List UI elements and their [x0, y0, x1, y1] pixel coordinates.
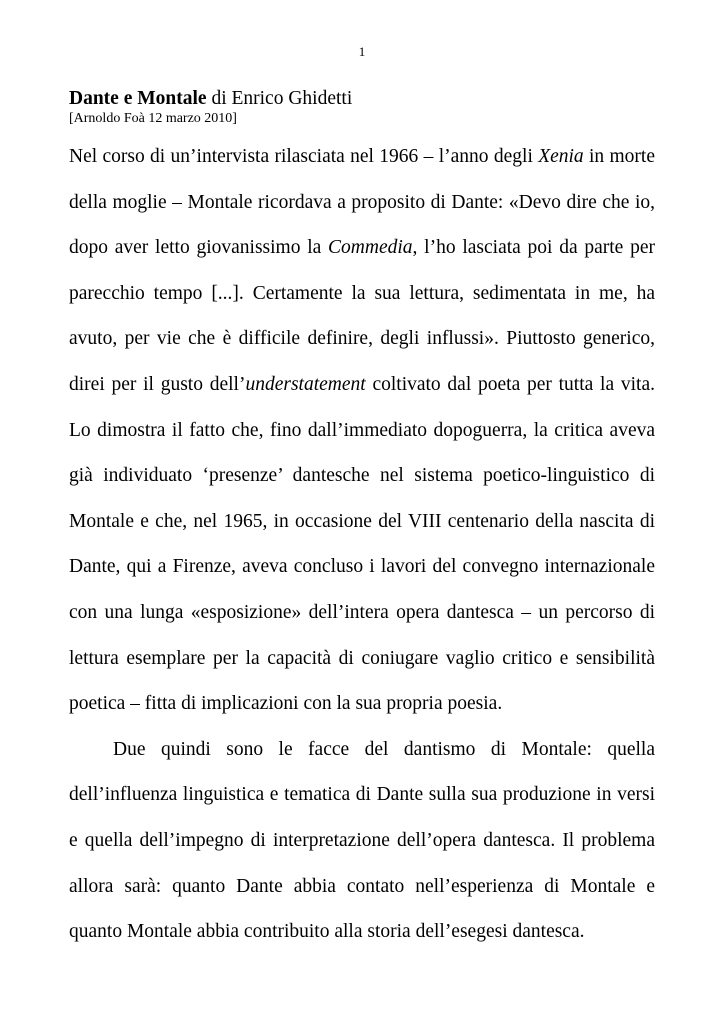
text-line [69, 362, 655, 408]
text-line [69, 225, 655, 271]
text-run: Montale e che, nel 1965, in occasione del VIII centenario della nascita di [69, 510, 655, 532]
title-author: di Enrico Ghidetti [206, 88, 353, 109]
text-run: parecchio tempo [...]. Certamente la sua lettura, sedimentata in me, ha [69, 282, 655, 304]
text-line [69, 772, 655, 818]
document-title [69, 88, 669, 110]
text-run: quanto Montale abbia contribuito alla storia dell’esegesi dantesca. [69, 921, 585, 943]
italic-title: understatement [245, 373, 366, 395]
text-run: in morte [583, 146, 656, 167]
text-run: direi per il gusto dell’ [69, 373, 246, 395]
text-run: coltivato dal poeta per tutta la vita. [365, 373, 655, 395]
text-line [69, 636, 655, 682]
text-run: dell’influenza linguistica e tematica di Dante sulla sua produzione in versi [69, 784, 655, 806]
text-run: poetica – fitta di implicazioni con la sua propria poesia. [69, 693, 503, 715]
text-line [69, 590, 655, 636]
text-run: Nel corso di un’intervista rilasciata nel 1966 – l’anno degli [69, 146, 539, 167]
text-run: Lo dimostra il fatto che, fino dall’immediato dopoguerra, la critica aveva [69, 419, 655, 441]
text-run: Due quindi sono le facce del dantismo di Montale: quella [113, 738, 655, 760]
text-line [69, 180, 655, 226]
text-run: , l’ho lasciata poi da parte per [412, 237, 655, 259]
text-line [69, 453, 655, 499]
text-line [69, 499, 655, 545]
text-run: già individuato ‘presenze’ dantesche nel sistema poetico-linguistico di [69, 465, 655, 487]
text-line [69, 408, 655, 454]
text-run: della moglie – Montale ricordava a proposito di Dante: «Devo dire che io, [69, 191, 655, 213]
text-line [69, 316, 655, 362]
page-number: 1 [358, 44, 366, 59]
text-line [69, 134, 655, 180]
text-run: con una lunga «esposizione» dell’intera opera dantesca – un percorso di [69, 601, 655, 623]
body-text [69, 134, 655, 955]
text-run: e quella dell’impegno di interpretazione dell’opera dantesca. Il problema [69, 829, 655, 851]
title-bold: Dante e Montale [69, 88, 207, 109]
text-run: lettura esemplare per la capacità di coniugare vaglio critico e sensibilità [69, 647, 655, 669]
text-line [69, 271, 655, 317]
text-line [69, 909, 655, 955]
text-run: Dante, qui a Firenze, aveva concluso i lavori del convegno internazionale [69, 556, 655, 578]
text-line [69, 818, 655, 864]
text-line [69, 681, 655, 727]
text-line [69, 864, 655, 910]
document-header [69, 88, 669, 127]
text-run: dopo aver letto giovanissimo la [69, 237, 329, 259]
text-run: allora sarà: quanto Dante abbia contato nell’esperienza di Montale e [69, 875, 655, 897]
text-line [69, 544, 655, 590]
italic-title: Xenia [538, 146, 584, 167]
italic-title: Commedia [328, 237, 413, 259]
document-subtitle: [Arnoldo Foà 12 marzo 2010] [69, 111, 237, 126]
text-run: avuto, per vie che è difficile definire, degli influssi». Piuttosto generico, [69, 328, 655, 350]
text-line [69, 727, 655, 773]
